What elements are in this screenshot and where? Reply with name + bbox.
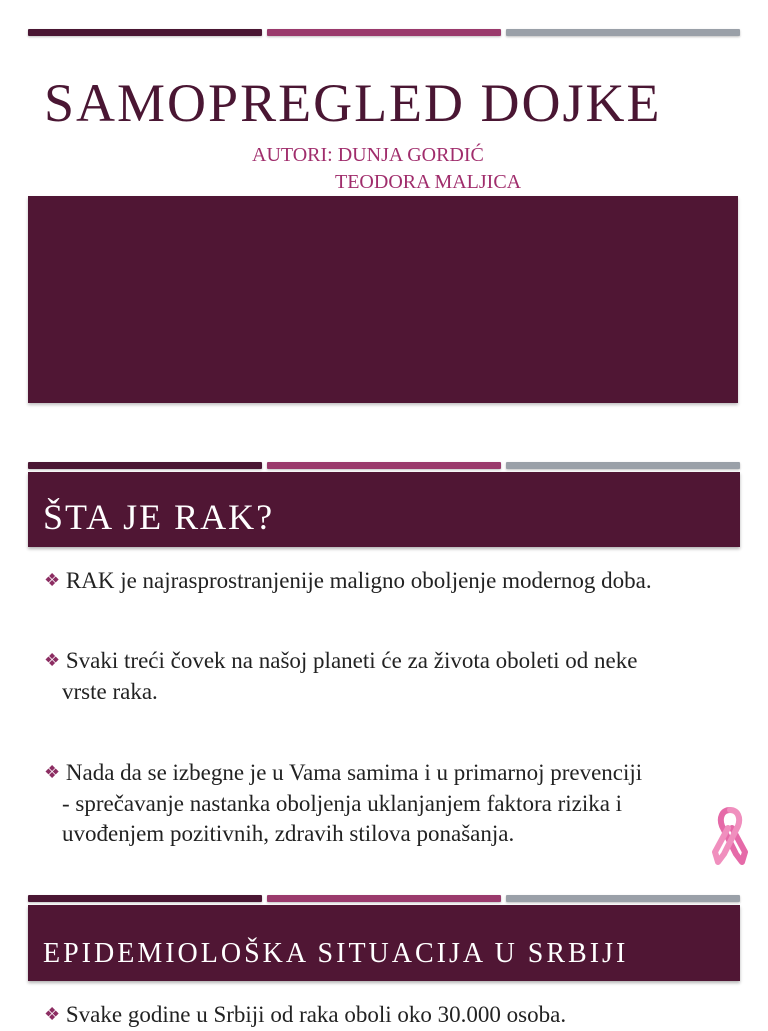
slide2-stripe-magenta xyxy=(267,462,501,469)
top-stripe-gray xyxy=(506,29,740,36)
pink-ribbon-icon xyxy=(712,806,748,866)
bullet-text: Nada da se izbegne je u Vama samima i u primarnoj prevenciji xyxy=(65,760,643,785)
title-slide-band xyxy=(28,196,738,403)
slide2-stripe-dark xyxy=(28,462,262,469)
bullet-item xyxy=(44,566,734,597)
top-stripe-magenta xyxy=(267,29,501,36)
bullet-text-continued: - sprečavanje nastanka oboljenja uklanjanjem faktora rizika i xyxy=(62,791,623,816)
bullet-text-continued: uvođenjem pozitivnih, zdravih stilova ponašanja. xyxy=(62,821,515,846)
bullet-text-continued: vrste raka. xyxy=(62,679,158,704)
author-line-1: AUTORI: DUNJA GORDIĆ xyxy=(252,144,484,166)
bullet-item xyxy=(44,1000,734,1031)
diamond-bullet-icon: ❖ xyxy=(44,1004,61,1024)
slide2-stripe-gray xyxy=(506,462,740,469)
bullet-text: Svake godine u Srbiji od raka oboli oko 30.000 osoba. xyxy=(65,1002,567,1027)
slide3-stripe-dark xyxy=(28,895,262,902)
slide2-title: ŠTA JE RAK? xyxy=(43,497,275,537)
slide-title-main: SAMOPREGLED DOJKE xyxy=(44,73,662,133)
slide3-title: EPIDEMIOLOŠKA SITUACIJA U SRBIJI xyxy=(43,938,629,969)
author-line-2: TEODORA MALJICA xyxy=(335,171,522,193)
top-stripe-dark xyxy=(28,29,262,36)
diamond-bullet-icon: ❖ xyxy=(44,650,61,670)
diamond-bullet-icon: ❖ xyxy=(44,570,61,590)
diamond-bullet-icon: ❖ xyxy=(44,762,61,782)
bullet-item xyxy=(44,758,734,849)
bullet-text: Svaki treći čovek na našoj planeti će za života oboleti od neke xyxy=(65,648,638,673)
slide3-stripe-gray xyxy=(506,895,740,902)
bullet-item xyxy=(44,646,734,707)
slide3-stripe-magenta xyxy=(267,895,501,902)
bullet-text: RAK je najrasprostranjenije maligno oboljenje modernog doba. xyxy=(65,568,652,593)
